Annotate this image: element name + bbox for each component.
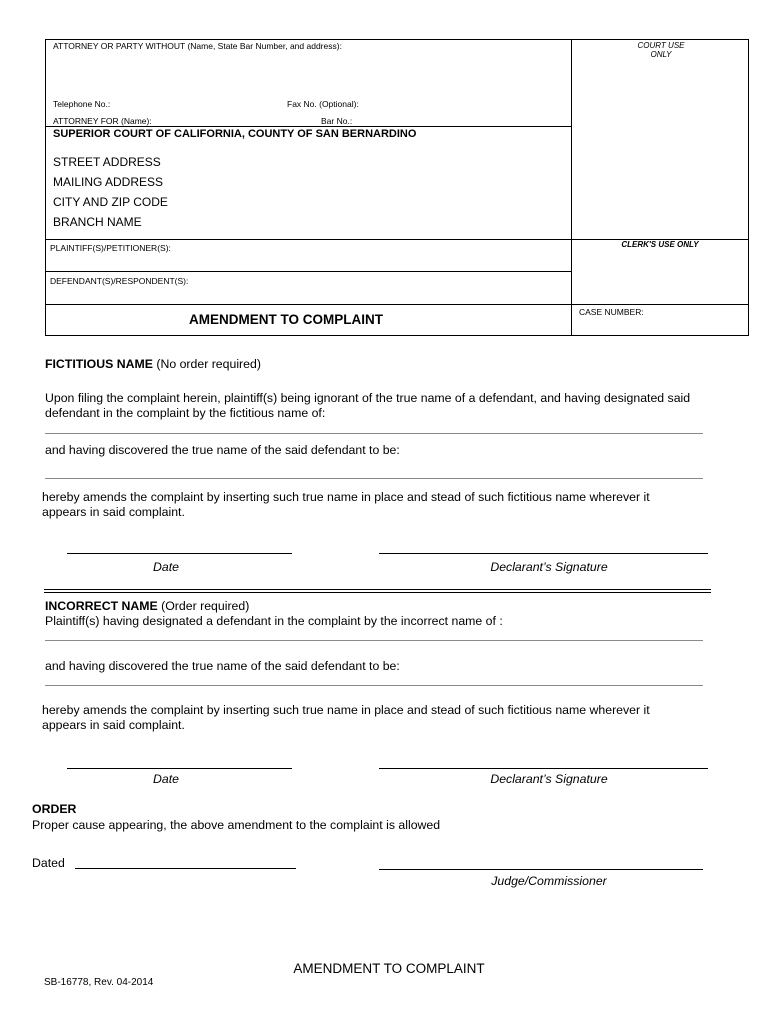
incorrect-signature-caption: Declarant’s Signature [490, 772, 608, 786]
court-name: SUPERIOR COURT OF CALIFORNIA, COUNTY OF SAN BERNARDINO [53, 128, 417, 140]
fax-label: Fax No. (Optional): [287, 99, 359, 109]
fictitious-name-input-line[interactable] [45, 433, 703, 434]
fictitious-para2: and having discovered the true name of the said defendant to be: [45, 443, 400, 457]
caption-column-divider [571, 39, 572, 336]
fictitious-para1-line2: defendant in the complaint by the fictitious name of: [45, 406, 326, 420]
dated-label: Dated [32, 856, 65, 870]
order-text: Proper cause appearing, the above amendment to the complaint is allowed [32, 818, 441, 832]
section-separator-bottom [44, 592, 711, 593]
judge-caption: Judge/Commissioner [491, 874, 607, 888]
form-title: AMENDMENT TO COMPLAINT [189, 312, 383, 327]
incorrect-name-input-line[interactable] [45, 640, 703, 641]
order-heading: ORDER [32, 802, 77, 816]
incorrect-para3-line1: hereby amends the complaint by inserting such true name in place and stead of such fictitious name wherever it [42, 703, 650, 717]
fictitious-signature-line[interactable] [379, 553, 708, 554]
order-date-line[interactable] [75, 868, 296, 869]
fictitious-true-name-input-line[interactable] [45, 478, 703, 479]
plaintiff-section-divider [45, 271, 571, 272]
fictitious-heading-note: (No order required) [152, 357, 261, 371]
form-number: SB-16778, Rev. 04-2014 [44, 977, 154, 988]
attorney-for-label: ATTORNEY FOR (Name): [53, 116, 152, 126]
plaintiff-label: PLAINTIFF(S)/PETITIONER(S): [50, 243, 171, 253]
fictitious-date-caption: Date [153, 560, 179, 574]
incorrect-para1: Plaintiff(s) having designated a defendant in the complaint by the incorrect name of : [45, 614, 503, 628]
street-address-label: STREET ADDRESS [53, 155, 161, 169]
fictitious-heading-title: FICTITIOUS NAME [45, 357, 153, 371]
incorrect-date-line[interactable] [67, 768, 292, 769]
branch-name-label: BRANCH NAME [53, 215, 142, 229]
incorrect-heading-note: (Order required) [157, 599, 250, 613]
incorrect-signature-line[interactable] [379, 768, 708, 769]
incorrect-para2: and having discovered the true name of the said defendant to be: [45, 659, 400, 673]
court-use-line2: ONLY [650, 50, 672, 59]
city-zip-label: CITY AND ZIP CODE [53, 195, 168, 209]
fictitious-para3-line1: hereby amends the complaint by inserting such true name in place and stead of such fictitious name wherever it [42, 490, 650, 504]
fictitious-heading [45, 357, 261, 372]
mailing-address-label: MAILING ADDRESS [53, 175, 164, 189]
incorrect-date-caption: Date [153, 772, 179, 786]
fictitious-date-line[interactable] [67, 553, 292, 554]
fictitious-para1-line1: Upon filing the complaint herein, plaintiff(s) being ignorant of the true name of a defendant, and having designated said [45, 391, 691, 405]
incorrect-true-name-input-line[interactable] [45, 685, 703, 686]
defendant-label: DEFENDANT(S)/RESPONDENT(S): [50, 276, 189, 286]
bar-no-label: Bar No.: [321, 116, 353, 126]
judge-signature-line[interactable] [379, 869, 703, 870]
defendant-section-divider [45, 304, 749, 305]
incorrect-para3-line2: appears in said complaint. [42, 718, 185, 732]
attorney-section-divider [45, 126, 571, 127]
court-use-line1: COURT USE [637, 41, 685, 50]
telephone-label: Telephone No.: [53, 99, 111, 109]
clerks-use-label: CLERK'S USE ONLY [621, 240, 699, 249]
footer-title: AMENDMENT TO COMPLAINT [293, 961, 485, 976]
attorney-label: ATTORNEY OR PARTY WITHOUT (Name, State Bar Number, and address): [53, 41, 342, 51]
incorrect-heading-title: INCORRECT NAME [45, 599, 158, 613]
case-number-label: CASE NUMBER: [579, 307, 644, 317]
incorrect-heading [45, 599, 249, 614]
fictitious-signature-caption: Declarant’s Signature [490, 560, 608, 574]
fictitious-para3-line2: appears in said complaint. [42, 505, 185, 519]
section-separator-top [44, 589, 711, 590]
